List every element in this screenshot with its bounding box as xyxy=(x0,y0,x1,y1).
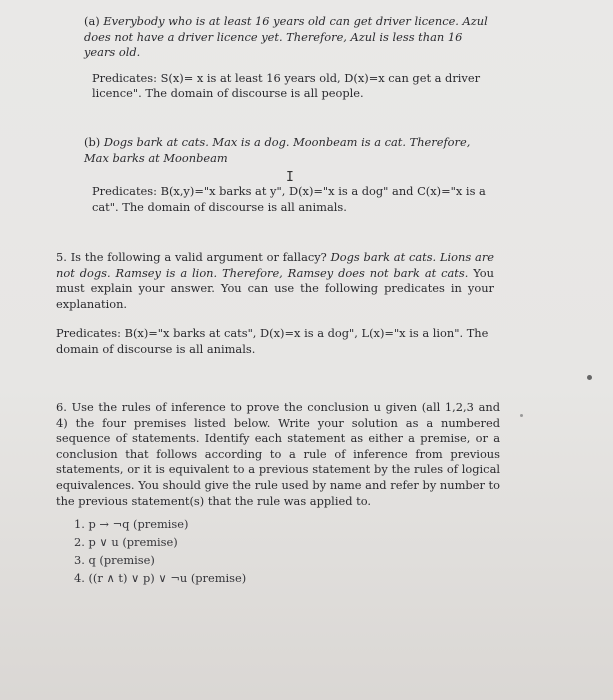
part-b-predicates: Predicates: B(x,y)="x barks at y", D(x)="x is a dog" and C(x)="x is a cat". The domain of discourse is all animals. xyxy=(92,184,486,214)
q6-text xyxy=(56,400,500,509)
q6-number: 6. xyxy=(56,400,67,414)
part-a-argument-text: Everybody who is at least 16 years old can get driver licence. Azul does not have a driver licence yet. Therefore, Azul is less than 16 years old. xyxy=(84,14,488,60)
text-cursor-icon: I xyxy=(286,170,294,185)
q6-premise-list xyxy=(56,515,500,587)
speck-mark xyxy=(587,375,592,380)
premise-item: 1. p → ¬q (premise) xyxy=(74,517,189,532)
premise-item: 2. p ∨ u (premise) xyxy=(74,535,178,550)
part-a xyxy=(84,14,494,102)
q5-number: 5. xyxy=(56,250,67,264)
part-a-argument xyxy=(84,14,494,61)
q5-instruction: You must explain your answer. You can use the following predicates in your explanation. xyxy=(56,265,495,311)
part-a-label: (a) xyxy=(84,14,100,28)
q5-text xyxy=(56,250,494,312)
q5-argument: Dogs bark at cats. Lions are not dogs. Ramsey is a lion. Therefore, Ramsey does not bark at cats. xyxy=(56,250,495,280)
question-5 xyxy=(56,250,494,358)
part-b-label: (b) xyxy=(84,135,101,149)
question-6 xyxy=(56,400,500,587)
premise-item: 4. ((r ∧ t) ∨ p) ∨ ¬u (premise) xyxy=(74,571,247,586)
q5-prompt: Is the following a valid argument or fallacy? xyxy=(70,250,327,264)
q6-body: Use the rules of inference to prove the conclusion u given (all 1,2,3 and 4) the four premises listed below. Write your solution as a numbered sequence of statements. Identify each statement as either a premise, or a conclusion that follows according to a rule of inference from previous statements, or it is equivalent to a previous statement by the rules of logical equivalences. You should give the rule used by name and refer by number to the previous statement(s) that the rule was applied to. xyxy=(56,400,500,508)
part-b-argument xyxy=(84,135,494,166)
q5-predicates: Predicates: B(x)="x barks at cats", D(x)=x is a dog", L(x)="x is a lion". The domain of discourse is all animals. xyxy=(56,326,489,356)
premise-item: 3. q (premise) xyxy=(74,553,155,568)
part-a-predicates: Predicates: S(x)= x is at least 16 years old, D(x)=x can get a driver licence". The domain of discourse is all people. xyxy=(92,70,481,101)
part-b-argument-text: Dogs bark at cats. Max is a dog. Moonbeam is a cat. Therefore, Max barks at Moonbeam xyxy=(84,135,471,165)
speck-mark xyxy=(520,414,523,417)
